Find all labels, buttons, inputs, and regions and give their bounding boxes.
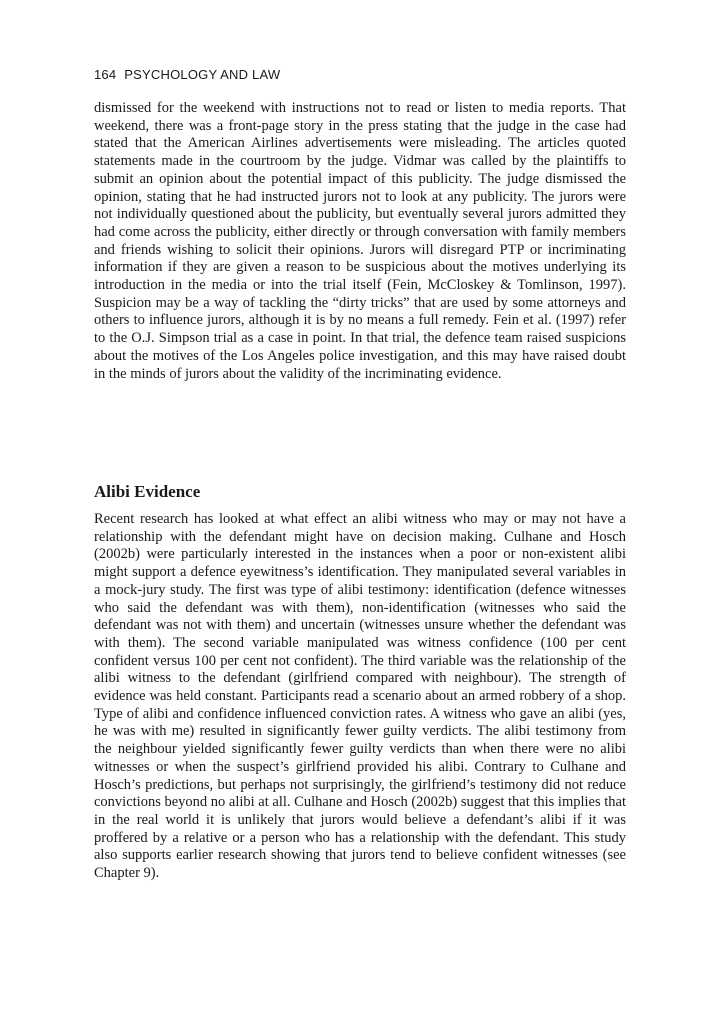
running-head (94, 67, 280, 82)
section-heading: Alibi Evidence (94, 482, 201, 501)
body-paragraph-alibi: Recent research has looked at what effect an alibi witness who may or may not have a relationship with the defendant might have on decision making. Culhane and Hosch (2002b) were particularly interested in the instances when a poor or non-existent alibi might support a defence eyewitness’s identification. They manipulated several variables in a mock-jury study. The first was type of alibi testimony: identification (defence witnesses who said the defendant was with them), non-identification (witnesses who said the defendant was not with them) and uncertain (witnesses unsure whether the defendant was with them). The second variable manipulated was witness confidence (100 per cent confident versus 100 per cent not confident). The third variable was the relationship of the alibi witness to the defendant (girlfriend compared with neighbour). The strength of evidence was held constant. Participants read a scenario about an armed robbery of a shop. Type of alibi and confidence influenced conviction rates. A witness who gave an alibi (yes, he was with me) resulted in significantly fewer guilty verdicts. The alibi testimony from the neighbour yielded significantly fewer guilty verdicts than when there were no alibi witnesses or when the suspect’s girlfriend provided his alibi. Contrary to Culhane and Hosch’s predictions, but perhaps not surprisingly, the girlfriend’s testimony did not reduce convictions beyond no alibi at all. Culhane and Hosch (2002b) suggest that this implies that in the real world it is unlikely that jurors would believe a defendant’s alibi if it was proffered by a relative or a person who has a relationship with the defendant. This study also supports earlier research showing that jurors tend to believe confident witnesses (see Chapter 9). (94, 511, 626, 882)
body-paragraph-continuation: dismissed for the weekend with instructions not to read or listen to media reports. That weekend, there was a front-page story in the press stating that the judge in the case had stated that the American Airlines advertisements were misleading. The articles quoted statements made in the courtroom by the judge. Vidmar was called by the plaintiffs to submit an opinion about the potential impact of this publicity. The judge dismissed the opinion, stating that he had instructed jurors not to look at any publicity. The jurors were not individually questioned about the publicity, but eventually several jurors admitted they had come across the publicity, either directly or through conversation with family members and friends wishing to solicit their opinions. Jurors will disregard PTP or incriminating information if they are given a reason to be suspicious about the motives underlying its introduction in the media or into the trial itself (Fein, McCloskey & Tomlinson, 1997). Suspicion may be a way of tackling the “dirty tricks” that are used by some attorneys and others to influence jurors, although it is by no means a full remedy. Fein et al. (1997) refer to the O.J. Simpson trial as a case in point. In that trial, the defence team raised suspicions about the motives of the Los Angeles police investigation, and this may have raised doubt in the minds of jurors about the validity of the incriminating evidence. (94, 100, 626, 382)
running-head-title: PSYCHOLOGY AND LAW (124, 67, 281, 82)
page-number: 164 (94, 67, 117, 82)
